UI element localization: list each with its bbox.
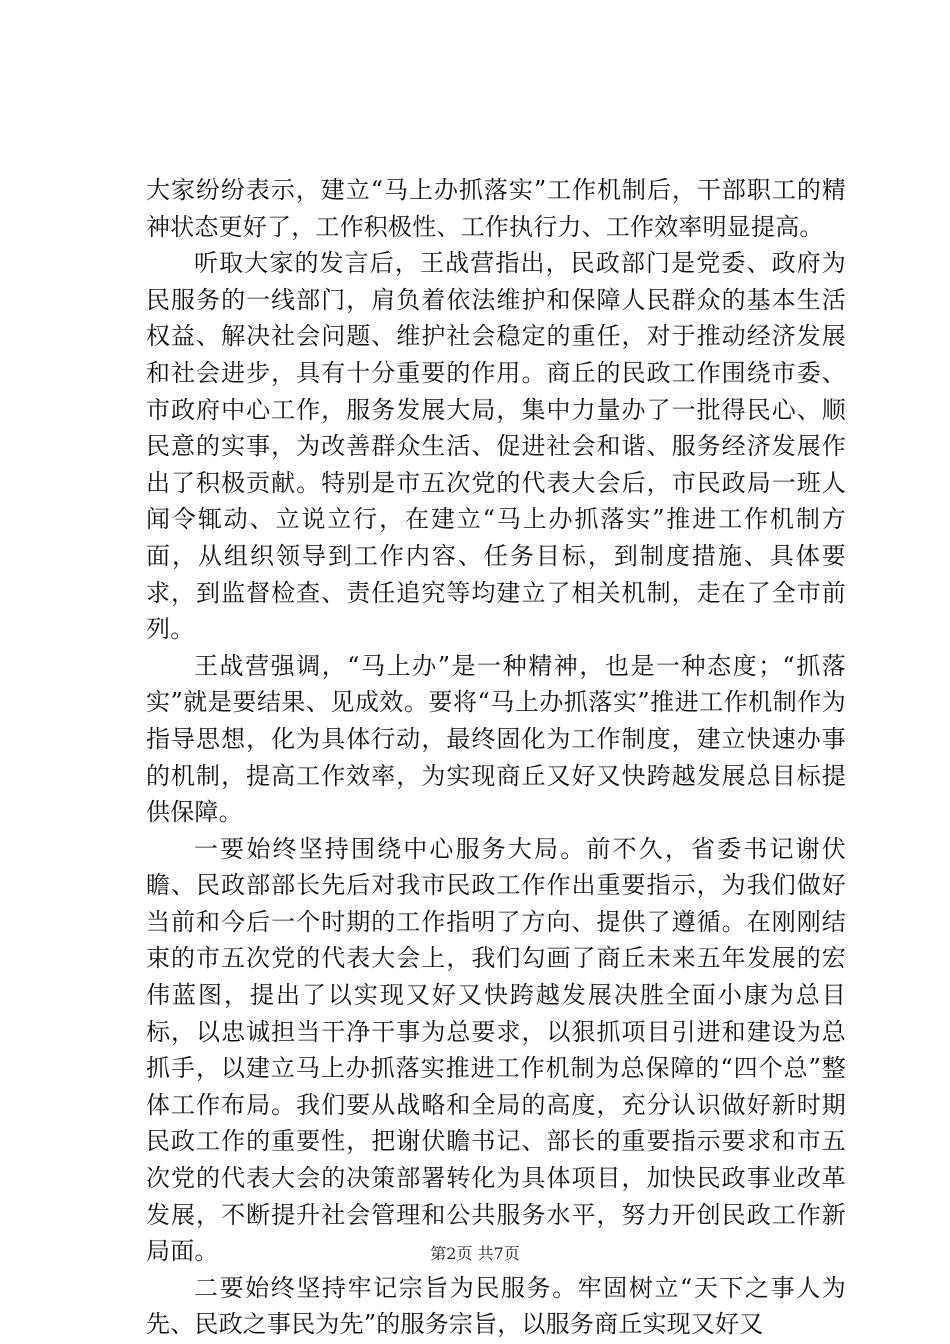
paragraph: 一要始终坚持围绕中心服务大局。前不久，省委书记谢伏瞻、民政部部长先后对我市民政工作作出重要指示，为我们做好当前和今后一个时期的工作指明了方向、提供了遵循。在刚刚结束的市五次党的代表大会上，我们勾画了商丘未来五年发展的宏伟蓝图，提出了以实现又好又快跨越发展决胜全面小康为总目标，以忠诚担当干净干事为总要求，以狠抓项目引进和建设为总抓手，以建立马上办抓落实推进工作机制为总保障的“四个总”整体工作布局。我们要从战略和全局的高度，充分认识做好新时期民政工作的重要性，把谢伏瞻书记、部长的重要指示要求和市五次党的代表大会的决策部署转化为具体项目，加快民政事业改革发展，不断提升社会管理和公共服务水平，努力开创民政工作新局面。 [146, 834, 846, 1266]
paragraph: 二要始终坚持牢记宗旨为民服务。牢固树立“天下之事人为先、民政之事民为先”的服务宗旨，以服务商丘实现又好又 [146, 1273, 846, 1339]
paragraph: 听取大家的发言后，王战营指出，民政部门是党委、政府为民服务的一线部门，肩负着依法维护和保障人民群众的基本生活权益、解决社会问题、维护社会稳定的重任，对于推动经济发展和社会进步，具有十分重要的作用。商丘的民政工作围绕市委、市政府中心工作，服务发展大局，集中力量办了一批得民心、顺民意的实事，为改善群众生活、促进社会和谐、服务经济发展作出了积极贡献。特别是市五次党的代表大会后，市民政局一班人闻令辄动、立说立行，在建立“马上办抓落实”推进工作机制方面，从组织领导到工作内容、任务目标，到制度措施、具体要求，到监督检查、责任追究等均建立了相关机制，走在了全市前列。 [146, 249, 846, 644]
paragraph: 王战营强调，“马上办”是一种精神，也是一种态度；“抓落实”就是要结果、见成效。要将“马上办抓落实”推进工作机制作为指导思想，化为具体行动，最终固化为工作制度，建立快速办事的机制，提高工作效率，为实现商丘又好又快跨越发展总目标提供保障。 [146, 651, 846, 827]
page-footer: 第2页 共7页 [430, 1244, 520, 1263]
document-body [146, 172, 846, 1343]
paragraph: 大家纷纷表示，建立“马上办抓落实”工作机制后，干部职工的精神状态更好了，工作积极性、工作执行力、工作效率明显提高。 [146, 176, 846, 241]
